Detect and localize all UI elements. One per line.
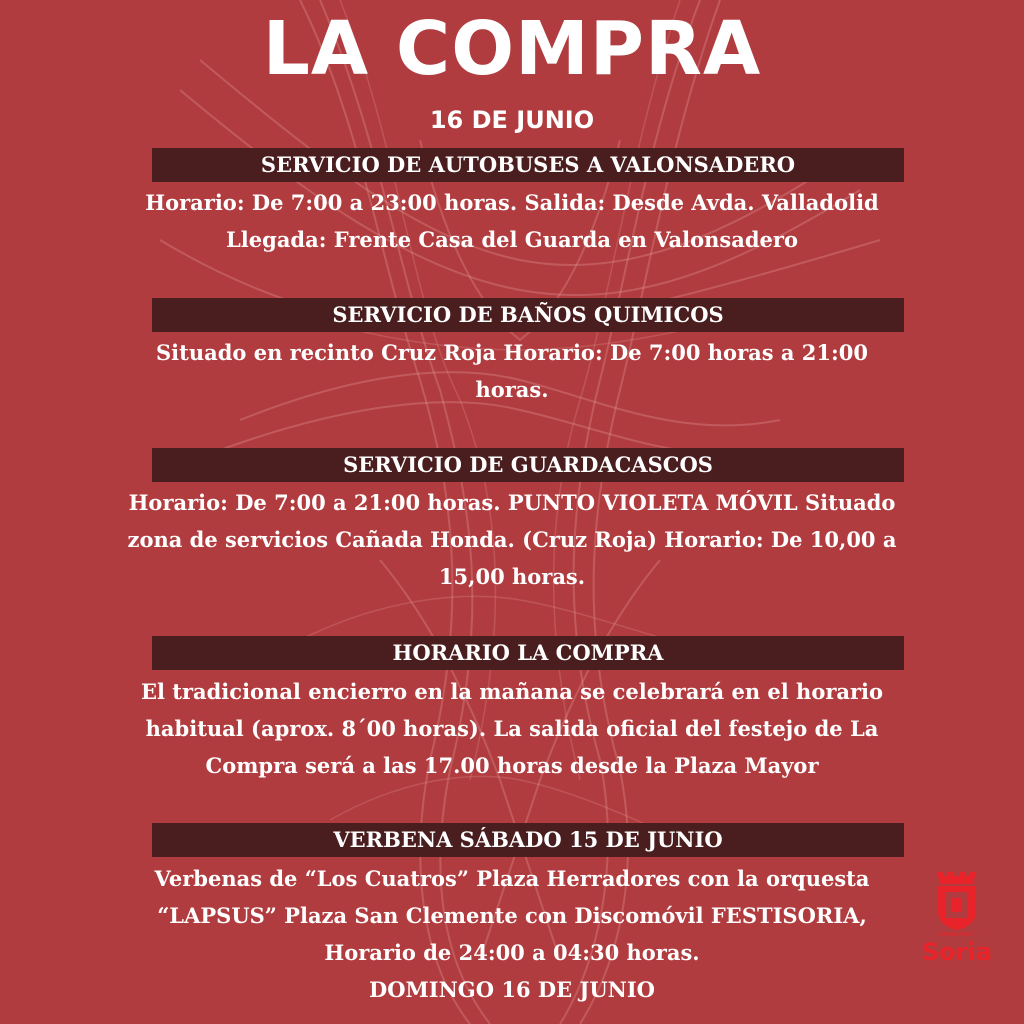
section-header-guardacascos: SERVICIO DE GUARDACASCOS (152, 448, 904, 482)
section-header-autobuses: SERVICIO DE AUTOBUSES A VALONSADERO (152, 148, 904, 182)
body-line: horas. (475, 377, 549, 402)
body-line: habitual (aprox. 8´00 horas). La salida oficial del festejo de La (145, 716, 879, 741)
body-line: Horario de 24:00 a 04:30 horas. (324, 940, 700, 965)
body-line: Compra será a las 17.00 horas desde la Plaza Mayor (205, 753, 819, 778)
body-line: Verbenas de “Los Cuatros” Plaza Herradores con la orquesta (154, 866, 870, 891)
section-header-verbena: VERBENA SÁBADO 15 DE JUNIO (152, 823, 904, 857)
body-line: Horario: De 7:00 a 23:00 horas. Salida: Desde Avda. Valladolid (145, 190, 879, 215)
section-body-autobuses (60, 184, 964, 258)
section-body-guardacascos (60, 484, 964, 595)
body-line: El tradicional encierro en la mañana se celebrará en el horario (140, 679, 884, 704)
page-subtitle: 16 DE JUNIO (429, 106, 595, 134)
section-header-horario-compra: HORARIO LA COMPRA (152, 636, 904, 670)
logo-small-text: AYUNTAMIENTO (937, 932, 977, 938)
section-body-banos (60, 334, 964, 408)
ayuntamiento-soria-logo (916, 872, 998, 972)
body-line: Situado en recinto Cruz Roja Horario: De 7:00 horas a 21:00 (155, 340, 868, 365)
body-line: zona de servicios Cañada Honda. (Cruz Roja) Horario: De 10,00 a (127, 527, 897, 552)
section-header-banos: SERVICIO DE BAÑOS QUIMICOS (152, 298, 904, 332)
body-line: Horario: De 7:00 a 21:00 horas. PUNTO VIOLETA MÓVIL Situado (128, 490, 896, 515)
body-line: DOMINGO 16 DE JUNIO (369, 977, 655, 1002)
body-line: “LAPSUS” Plaza San Clemente con Discomóvil FESTISORIA, (157, 903, 867, 928)
page-title: LA COMPRA (262, 6, 762, 92)
body-line: Llegada: Frente Casa del Guarda en Valonsadero (226, 227, 798, 252)
castle-icon (916, 872, 998, 932)
section-body-horario-compra (60, 673, 964, 784)
section-body-verbena (60, 860, 964, 1008)
body-line: 15,00 horas. (438, 564, 586, 589)
logo-text: Soria (921, 938, 993, 966)
